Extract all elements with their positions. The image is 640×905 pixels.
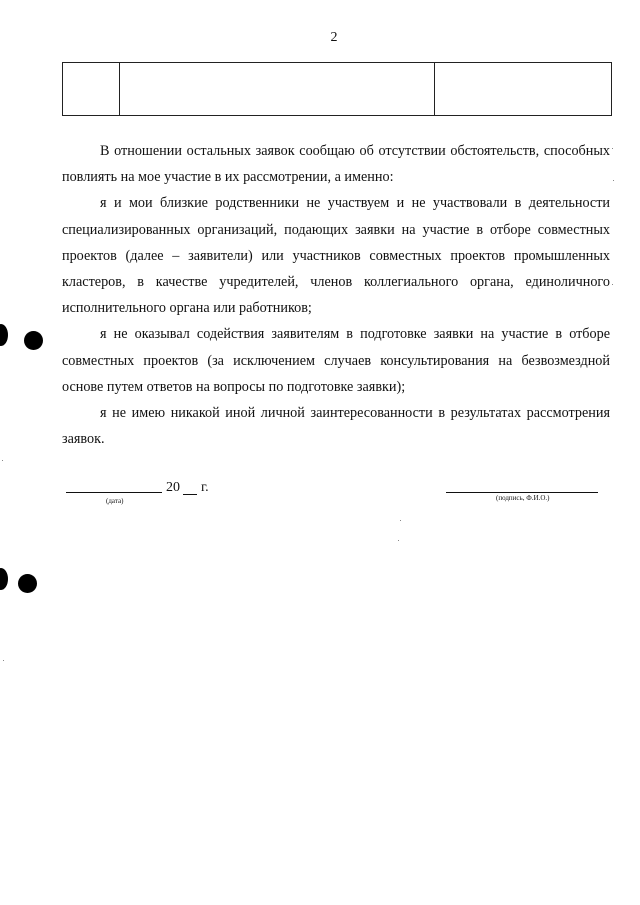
signature-block xyxy=(0,478,640,518)
intro-paragraph: В отношении остальных заявок сообщаю об отсутствии обстоятельств, способных повлиять на мое участие в их рассмотрении, а именно: xyxy=(62,143,610,186)
page-number: 2 xyxy=(330,30,338,45)
clause-paragraph-3: я не имею никакой иной личной заинтересованности в результатах рассмотрения заявок. xyxy=(62,405,610,448)
scan-speck xyxy=(400,520,401,521)
date-line xyxy=(66,492,162,493)
year-blank-line xyxy=(183,494,197,495)
punch-hole-upper xyxy=(24,331,43,350)
punch-hole-upper-left xyxy=(0,324,8,346)
date-caption: (дата) xyxy=(106,497,124,505)
empty-table xyxy=(62,62,612,116)
punch-hole-lower xyxy=(18,574,37,593)
table-divider-2 xyxy=(434,63,435,115)
year-prefix: 20 xyxy=(166,480,180,495)
scan-speck xyxy=(3,660,4,661)
punch-hole-lower-left xyxy=(0,568,8,590)
clause-paragraph-1: я и мои близкие родственники не участвуем и не участвовали в деятельности специализированных организаций, подающих заявки на участие в отборе совместных проектов (далее – заявители) или участников совместных проектов промышленных кластеров, в качестве учредителей, членов коллегиального органа, единоличного исполнительного органа или работников; xyxy=(62,195,610,317)
scan-speck xyxy=(612,148,613,149)
scan-speck xyxy=(2,460,3,461)
year-suffix: г. xyxy=(201,480,209,495)
table-divider-1 xyxy=(119,63,120,115)
scan-speck xyxy=(398,540,399,541)
scan-speck xyxy=(613,180,614,181)
document-body xyxy=(62,138,610,452)
signature-caption: (подпись, Ф.И.О.) xyxy=(496,494,550,502)
scan-speck xyxy=(612,284,613,285)
clause-paragraph-2: я не оказывал содействия заявителям в подготовке заявки на участие в отборе совместных проектов (за исключением случаев консультирования на безвозмездной основе путем ответов на вопросы по подготовке заявки); xyxy=(62,326,610,395)
signature-line xyxy=(446,492,598,493)
